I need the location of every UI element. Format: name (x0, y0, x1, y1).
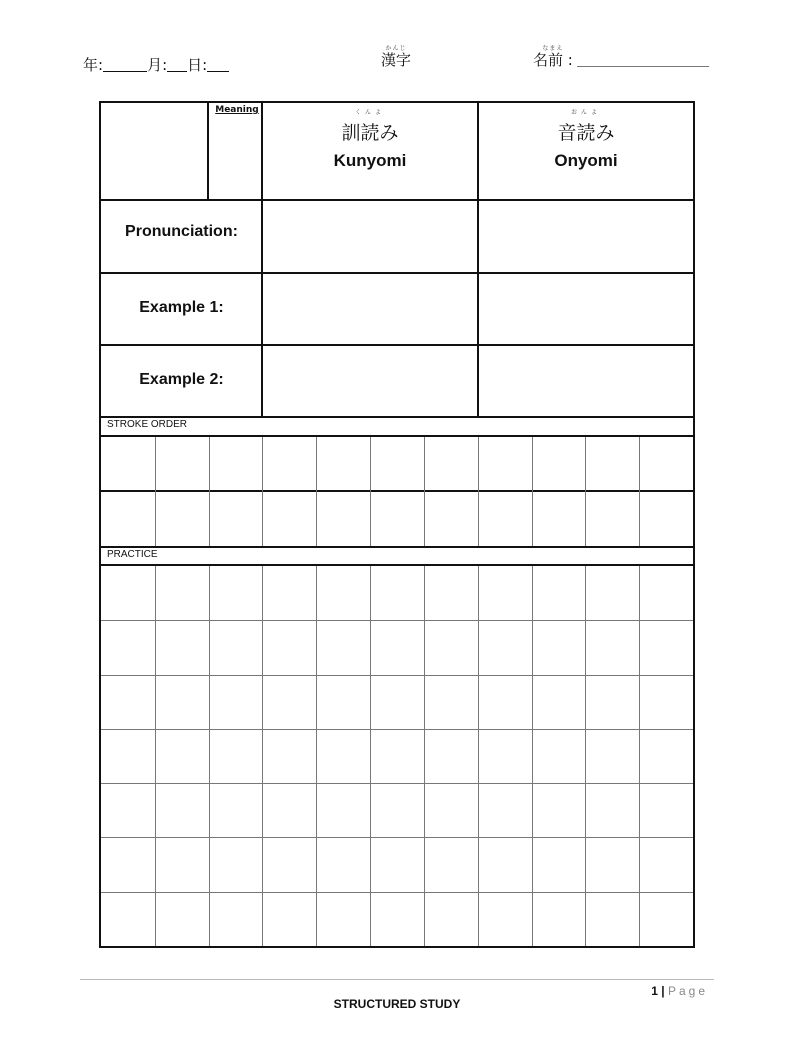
kunyomi-header (262, 103, 478, 171)
page-word: Page (667, 984, 708, 998)
page-indicator: 1 | Page (651, 984, 708, 998)
year-blank[interactable] (103, 59, 147, 72)
day-label: 日: (187, 56, 208, 74)
onyomi-header (478, 103, 694, 171)
practice-grid-column-line (532, 566, 533, 946)
example2-label: Example 2: (139, 371, 224, 388)
rule-stroke-row2-bottom (101, 546, 693, 548)
kanji-cell[interactable] (101, 103, 207, 199)
practice-grid-row-line (101, 620, 693, 621)
worksheet-table (99, 101, 695, 948)
name-field (533, 46, 709, 69)
pronunciation-label: Pronunciation: (125, 223, 238, 240)
rule-example2-bottom (101, 416, 693, 418)
stroke-order-grid-column-line (209, 437, 210, 546)
practice-grid-row-line (101, 892, 693, 893)
practice-grid-column-line (585, 566, 586, 946)
day-blank[interactable] (207, 59, 229, 72)
practice-grid-column-line (478, 566, 479, 946)
name-label: 名前 : (533, 51, 573, 69)
example1-kunyomi-cell[interactable] (263, 274, 477, 344)
practice-grid-row-line (101, 675, 693, 676)
kunyomi-en: Kunyomi (333, 151, 407, 170)
practice-grid-column-line (209, 566, 210, 946)
name-ruby: なまえ (542, 45, 564, 52)
example2-kunyomi-cell[interactable] (263, 346, 477, 416)
month-label: 月: (147, 56, 168, 74)
name-blank[interactable] (577, 54, 709, 67)
onyomi-ruby: おんよ (570, 109, 601, 116)
practice-grid-row-line (101, 729, 693, 730)
pronunciation-onyomi-cell[interactable] (479, 201, 693, 272)
year-label: 年: (83, 56, 104, 74)
practice-grid[interactable] (101, 566, 693, 946)
stroke-order-grid-column-line (478, 437, 479, 546)
stroke-order-grid-column-line (424, 437, 425, 546)
stroke-order-grid-column-line (585, 437, 586, 546)
stroke-order-grid-column-line (370, 437, 371, 546)
stroke-order-grid[interactable] (101, 437, 693, 546)
example1-label: Example 1: (139, 299, 224, 316)
onyomi-en: Onyomi (554, 151, 618, 170)
kanji-label: 漢字 (381, 51, 412, 69)
pronunciation-kunyomi-cell[interactable] (263, 201, 477, 272)
meaning-cell[interactable] (209, 119, 261, 199)
stroke-order-grid-column-line (316, 437, 317, 546)
month-blank[interactable] (167, 59, 187, 72)
practice-grid-column-line (639, 566, 640, 946)
practice-grid-column-line (316, 566, 317, 946)
kunyomi-jp: 訓読み (341, 122, 399, 144)
footer-divider (80, 979, 714, 980)
meaning-label: Meaning (215, 105, 259, 115)
practice-grid-column-line (370, 566, 371, 946)
footer-title: STRUCTURED STUDY (333, 997, 461, 1011)
practice-grid-column-line (155, 566, 156, 946)
kanji-ruby: かんじ (385, 45, 407, 52)
example2-onyomi-cell[interactable] (479, 346, 693, 416)
kanji-title (381, 46, 411, 69)
stroke-order-grid-column-line (532, 437, 533, 546)
stroke-order-grid-column-line (639, 437, 640, 546)
practice-grid-row-line (101, 837, 693, 838)
stroke-order-grid-column-line (262, 437, 263, 546)
stroke-order-grid-column-line (155, 437, 156, 546)
page-number: 1 (651, 984, 658, 998)
practice-grid-column-line (424, 566, 425, 946)
date-fields (83, 54, 229, 75)
practice-grid-column-line (262, 566, 263, 946)
onyomi-jp: 音読み (557, 122, 615, 144)
stroke-order-label: STROKE ORDER (107, 419, 188, 430)
practice-label: PRACTICE (107, 549, 158, 560)
example1-onyomi-cell[interactable] (479, 274, 693, 344)
practice-grid-row-line (101, 783, 693, 784)
kunyomi-ruby: くんよ (354, 109, 385, 116)
